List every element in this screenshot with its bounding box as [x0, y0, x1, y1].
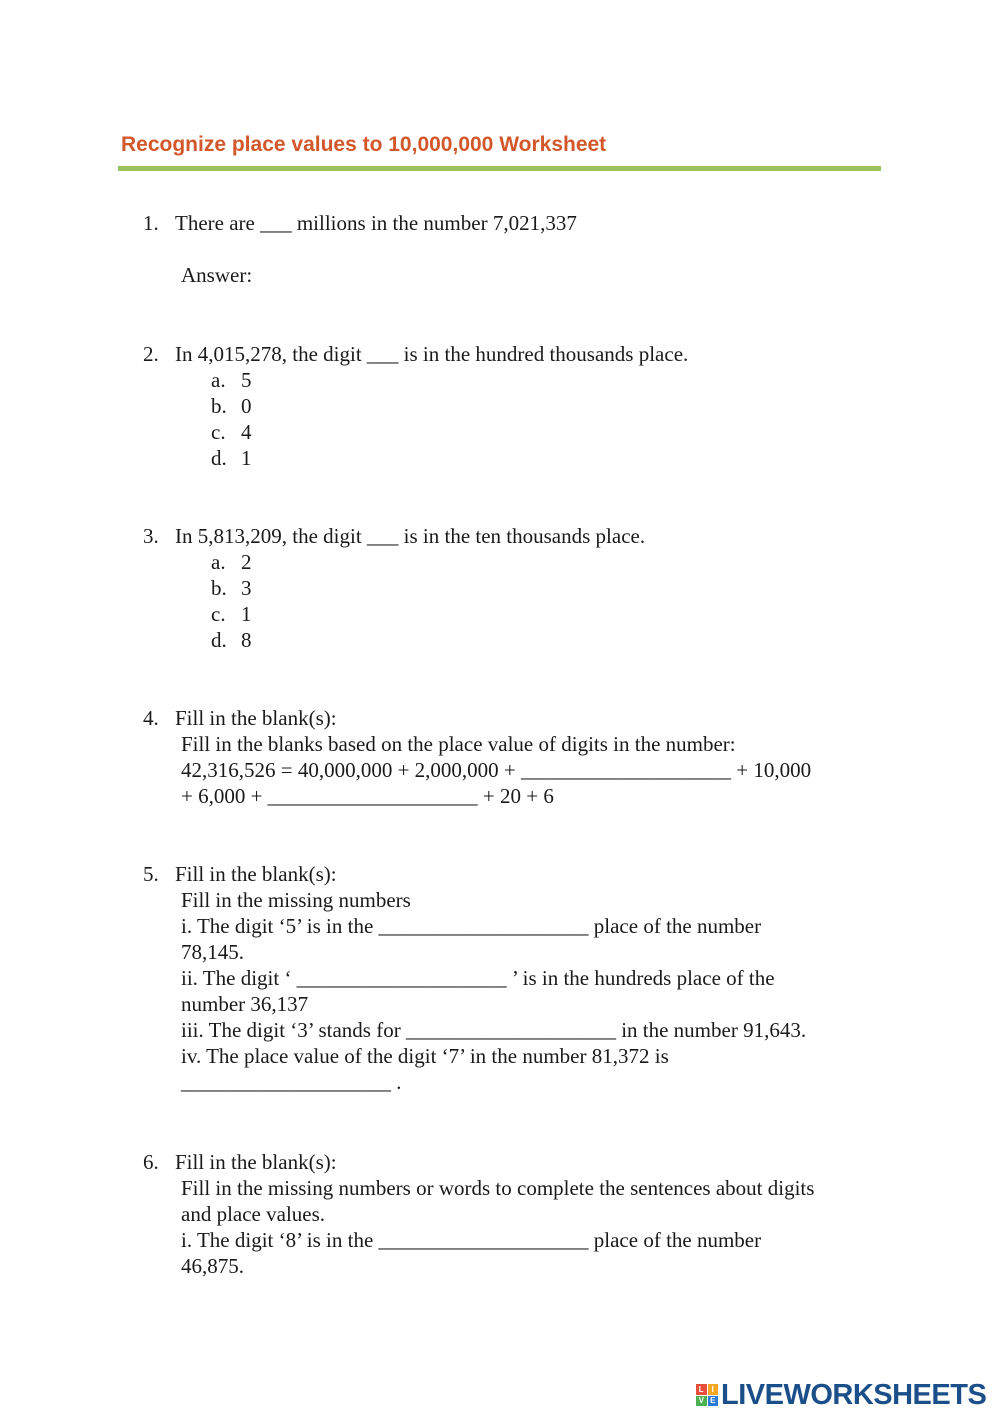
- question-5: [143, 861, 883, 1095]
- question-number: 1.: [143, 211, 159, 235]
- question-6: [143, 1149, 883, 1279]
- option-c[interactable]: c. 1: [211, 602, 252, 626]
- question-number: 2.: [143, 342, 159, 366]
- question-body: [143, 1175, 883, 1279]
- option-b[interactable]: b. 0: [211, 394, 252, 418]
- logo-letter: V: [696, 1396, 707, 1407]
- question-heading: Fill in the blank(s):: [175, 706, 337, 730]
- question-heading: Fill in the blank(s):: [175, 1150, 337, 1174]
- text-line: iv. The place value of the digit ‘7’ in the number 81,372 is: [181, 1044, 669, 1068]
- fill-blank-line[interactable]: i. The digit ‘5’ is in the ____________________ place of the number: [181, 914, 762, 938]
- text-line: 46,875.: [181, 1254, 244, 1278]
- option-c[interactable]: c. 4: [211, 420, 252, 444]
- logo-letter: E: [708, 1396, 719, 1407]
- option-a[interactable]: a. 5: [211, 368, 252, 392]
- instruction-line: Fill in the missing numbers or words to complete the sentences about digits: [181, 1176, 815, 1200]
- fill-blank-line[interactable]: ____________________ .: [181, 1070, 402, 1094]
- logo-letter: I: [708, 1384, 719, 1395]
- fill-blank-line[interactable]: ii. The digit ‘ ____________________ ’ is in the hundreds place of the: [181, 966, 775, 990]
- text-line: 78,145.: [181, 940, 244, 964]
- question-4: [143, 705, 883, 809]
- question-2: [143, 341, 883, 471]
- instruction-line: and place values.: [181, 1202, 326, 1226]
- worksheet-title: Recognize place values to 10,000,000 Worksheet: [121, 133, 607, 156]
- question-number: 5.: [143, 862, 159, 886]
- fill-blank-line[interactable]: i. The digit ‘8’ is in the ____________________ place of the number: [181, 1228, 762, 1252]
- options-list: [143, 367, 883, 471]
- fill-blank-line[interactable]: 42,316,526 = 40,000,000 + 2,000,000 + ____________________ + 10,000: [181, 758, 812, 782]
- question-number: 3.: [143, 524, 159, 548]
- question-body: [143, 887, 883, 1095]
- liveworksheets-logo[interactable]: [696, 1380, 986, 1410]
- options-list: [143, 549, 883, 653]
- question-text: In 5,813,209, the digit ___ is in the ten thousands place.: [175, 524, 646, 548]
- question-number: 6.: [143, 1150, 159, 1174]
- fill-blank-line[interactable]: iii. The digit ‘3’ stands for ____________________ in the number 91,643.: [181, 1018, 807, 1042]
- answer-label: Answer:: [181, 263, 253, 287]
- text-line: number 36,137: [181, 992, 309, 1016]
- instruction-line: Fill in the missing numbers: [181, 888, 411, 912]
- option-a[interactable]: a. 2: [211, 550, 252, 574]
- brand-name: LIVEWORKSHEETS: [721, 1378, 987, 1411]
- question-text: There are ___ millions in the number 7,021,337: [175, 211, 577, 235]
- option-b[interactable]: b. 3: [211, 576, 252, 600]
- fill-blank-line[interactable]: + 6,000 + ____________________ + 20 + 6: [181, 784, 554, 808]
- question-number: 4.: [143, 706, 159, 730]
- option-d[interactable]: d. 8: [211, 628, 252, 652]
- question-1: [143, 210, 883, 236]
- logo-letter: L: [696, 1384, 707, 1395]
- instruction-line: Fill in the blanks based on the place value of digits in the number:: [181, 732, 736, 756]
- question-3: [143, 523, 883, 653]
- logo-grid-icon: [696, 1384, 718, 1406]
- option-d[interactable]: d. 1: [211, 446, 252, 470]
- question-text: In 4,015,278, the digit ___ is in the hundred thousands place.: [175, 342, 689, 366]
- title-divider: [118, 166, 881, 171]
- question-heading: Fill in the blank(s):: [175, 862, 337, 886]
- question-body: [143, 731, 883, 809]
